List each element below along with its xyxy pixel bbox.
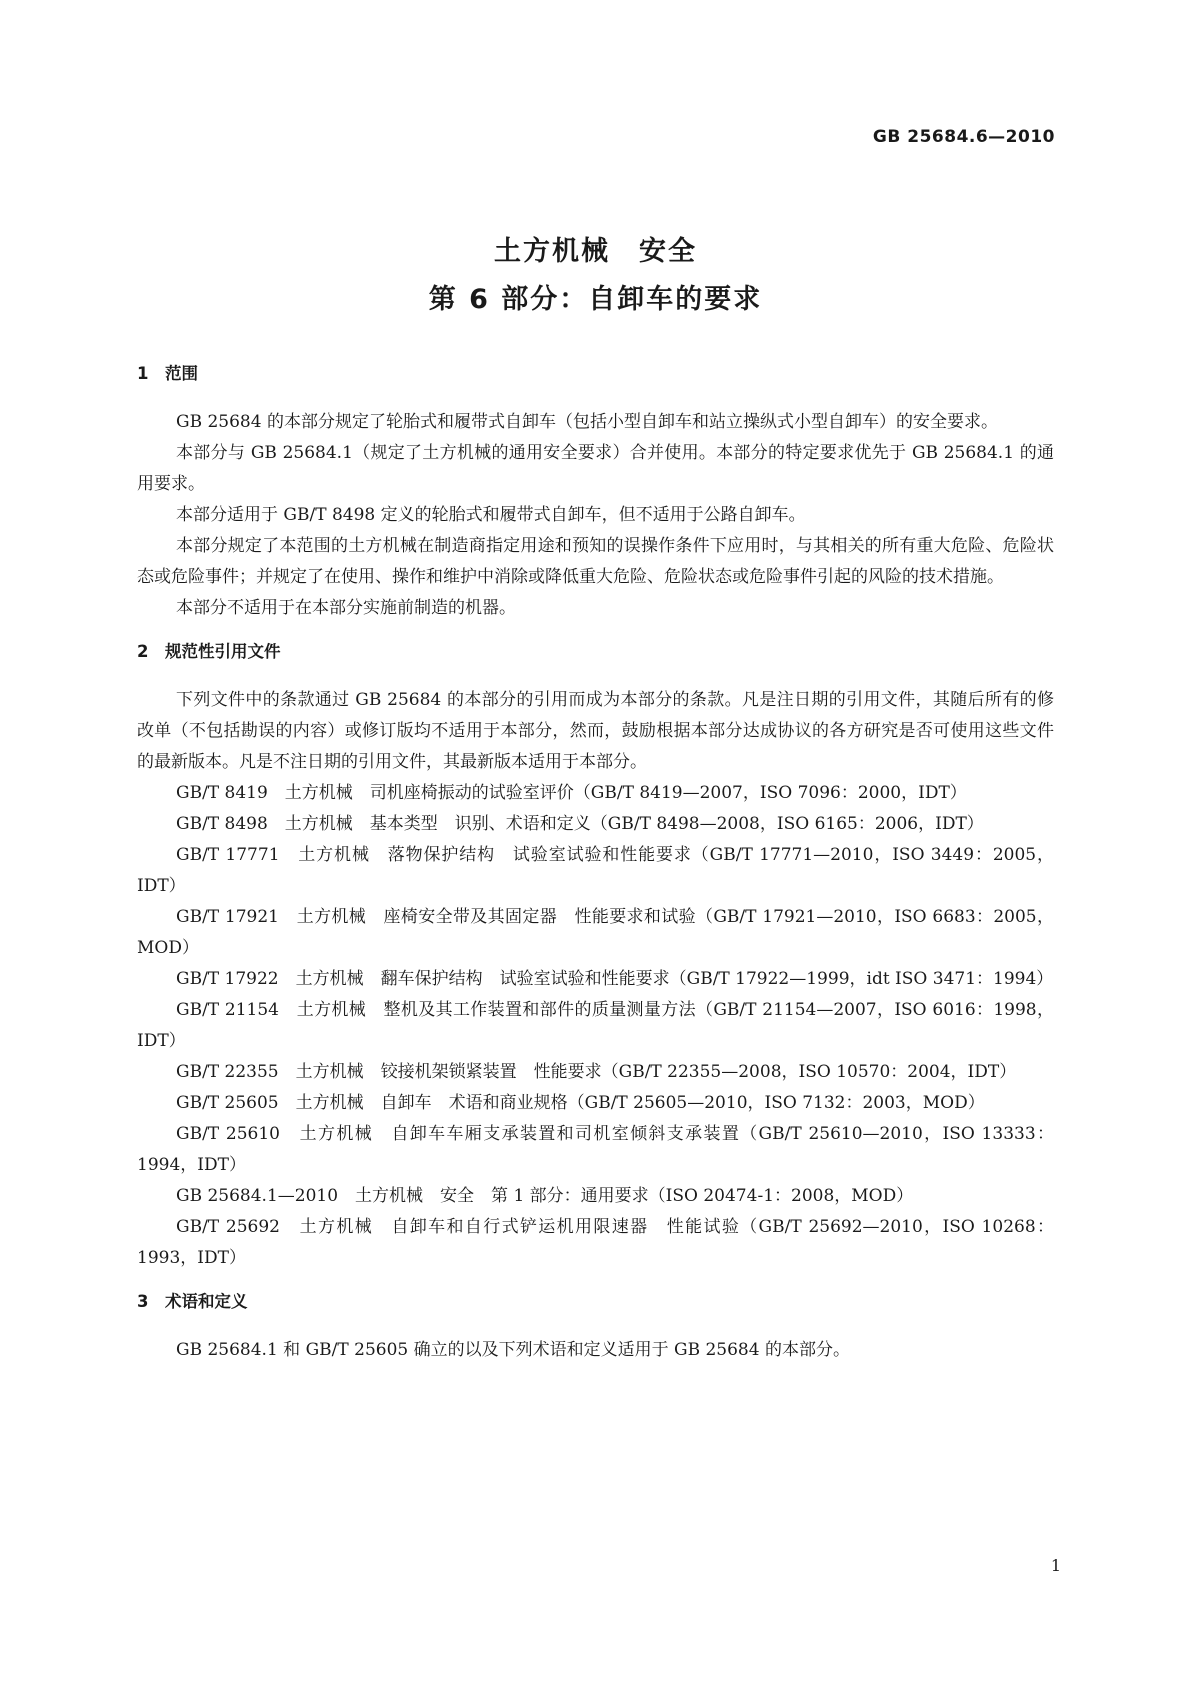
reference-item: GB/T 25610 土方机械 自卸车车厢支承装置和司机室倾斜支承装置（GB/T 25610—2010，ISO 13333：1994，IDT） (137, 1124, 1054, 1175)
page-number: 1 (1050, 1556, 1061, 1575)
terms-definitions-paragraph: GB 25684.1 和 GB/T 25605 确立的以及下列术语和定义适用于 GB 25684 的本部分。 (176, 1340, 850, 1360)
section-heading-normative-references: 2 规范性引用文件 (137, 642, 281, 661)
scope-paragraph: 本部分规定了本范围的土方机械在制造商指定用途和预知的误操作条件下应用时，与其相关的所有重大危险、危险状态或危险事件；并规定了在使用、操作和维护中消除或降低重大危险、危险状态或危险事件引起的风险的技术措施。 (137, 536, 1054, 587)
reference-item: GB/T 17922 土方机械 翻车保护结构 试验室试验和性能要求（GB/T 17922—1999，idt ISO 3471：1994） (176, 969, 1054, 989)
reference-item: GB/T 22355 土方机械 铰接机架锁紧装置 性能要求（GB/T 22355—2008，ISO 10570：2004，IDT） (176, 1062, 1017, 1082)
document-body (137, 358, 1054, 1366)
reference-item: GB/T 17771 土方机械 落物保护结构 试验室试验和性能要求（GB/T 17771—2010，ISO 3449：2005，IDT） (137, 845, 1054, 896)
reference-item: GB/T 25605 土方机械 自卸车 术语和商业规格（GB/T 25605—2010，ISO 7132：2003，MOD） (176, 1093, 985, 1113)
reference-item: GB/T 8419 土方机械 司机座椅振动的试验室评价（GB/T 8419—2007，ISO 7096：2000，IDT） (176, 783, 967, 803)
reference-item: GB 25684.1—2010 土方机械 安全 第 1 部分：通用要求（ISO 20474-1：2008，MOD） (176, 1186, 914, 1206)
title-line-2: 第 6 部分：自卸车的要求 (428, 284, 763, 315)
section-heading-terms-definitions: 3 术语和定义 (137, 1292, 248, 1311)
document-title (0, 228, 1191, 324)
reference-item: GB/T 8498 土方机械 基本类型 识别、术语和定义（GB/T 8498—2008，ISO 6165：2006，IDT） (176, 814, 984, 834)
scope-paragraph: 本部分不适用于在本部分实施前制造的机器。 (176, 598, 516, 618)
scope-paragraph: 本部分与 GB 25684.1（规定了土方机械的通用安全要求）合并使用。本部分的特定要求优先于 GB 25684.1 的通用要求。 (137, 443, 1054, 494)
title-line-1: 土方机械 安全 (494, 236, 697, 267)
scope-paragraph: 本部分适用于 GB/T 8498 定义的轮胎式和履带式自卸车，但不适用于公路自卸车。 (176, 505, 806, 525)
standard-number: GB 25684.6—2010 (872, 127, 1055, 147)
normative-references-intro: 下列文件中的条款通过 GB 25684 的本部分的引用而成为本部分的条款。凡是注日期的引用文件，其随后所有的修改单（不包括勘误的内容）或修订版均不适用于本部分，然而，鼓励根据本部分达成协议的各方研究是否可使用这些文件的最新版本。凡是不注日期的引用文件，其最新版本适用于本部分。 (137, 690, 1054, 772)
reference-item: GB/T 17921 土方机械 座椅安全带及其固定器 性能要求和试验（GB/T 17921—2010，ISO 6683：2005，MOD） (137, 907, 1054, 958)
reference-item: GB/T 25692 土方机械 自卸车和自行式铲运机用限速器 性能试验（GB/T 25692—2010，ISO 10268：1993，IDT） (137, 1217, 1054, 1268)
section-heading-scope: 1 范围 (137, 364, 198, 383)
reference-item: GB/T 21154 土方机械 整机及其工作装置和部件的质量测量方法（GB/T 21154—2007，ISO 6016：1998，IDT） (137, 1000, 1054, 1051)
scope-paragraph: GB 25684 的本部分规定了轮胎式和履带式自卸车（包括小型自卸车和站立操纵式小型自卸车）的安全要求。 (176, 412, 998, 432)
